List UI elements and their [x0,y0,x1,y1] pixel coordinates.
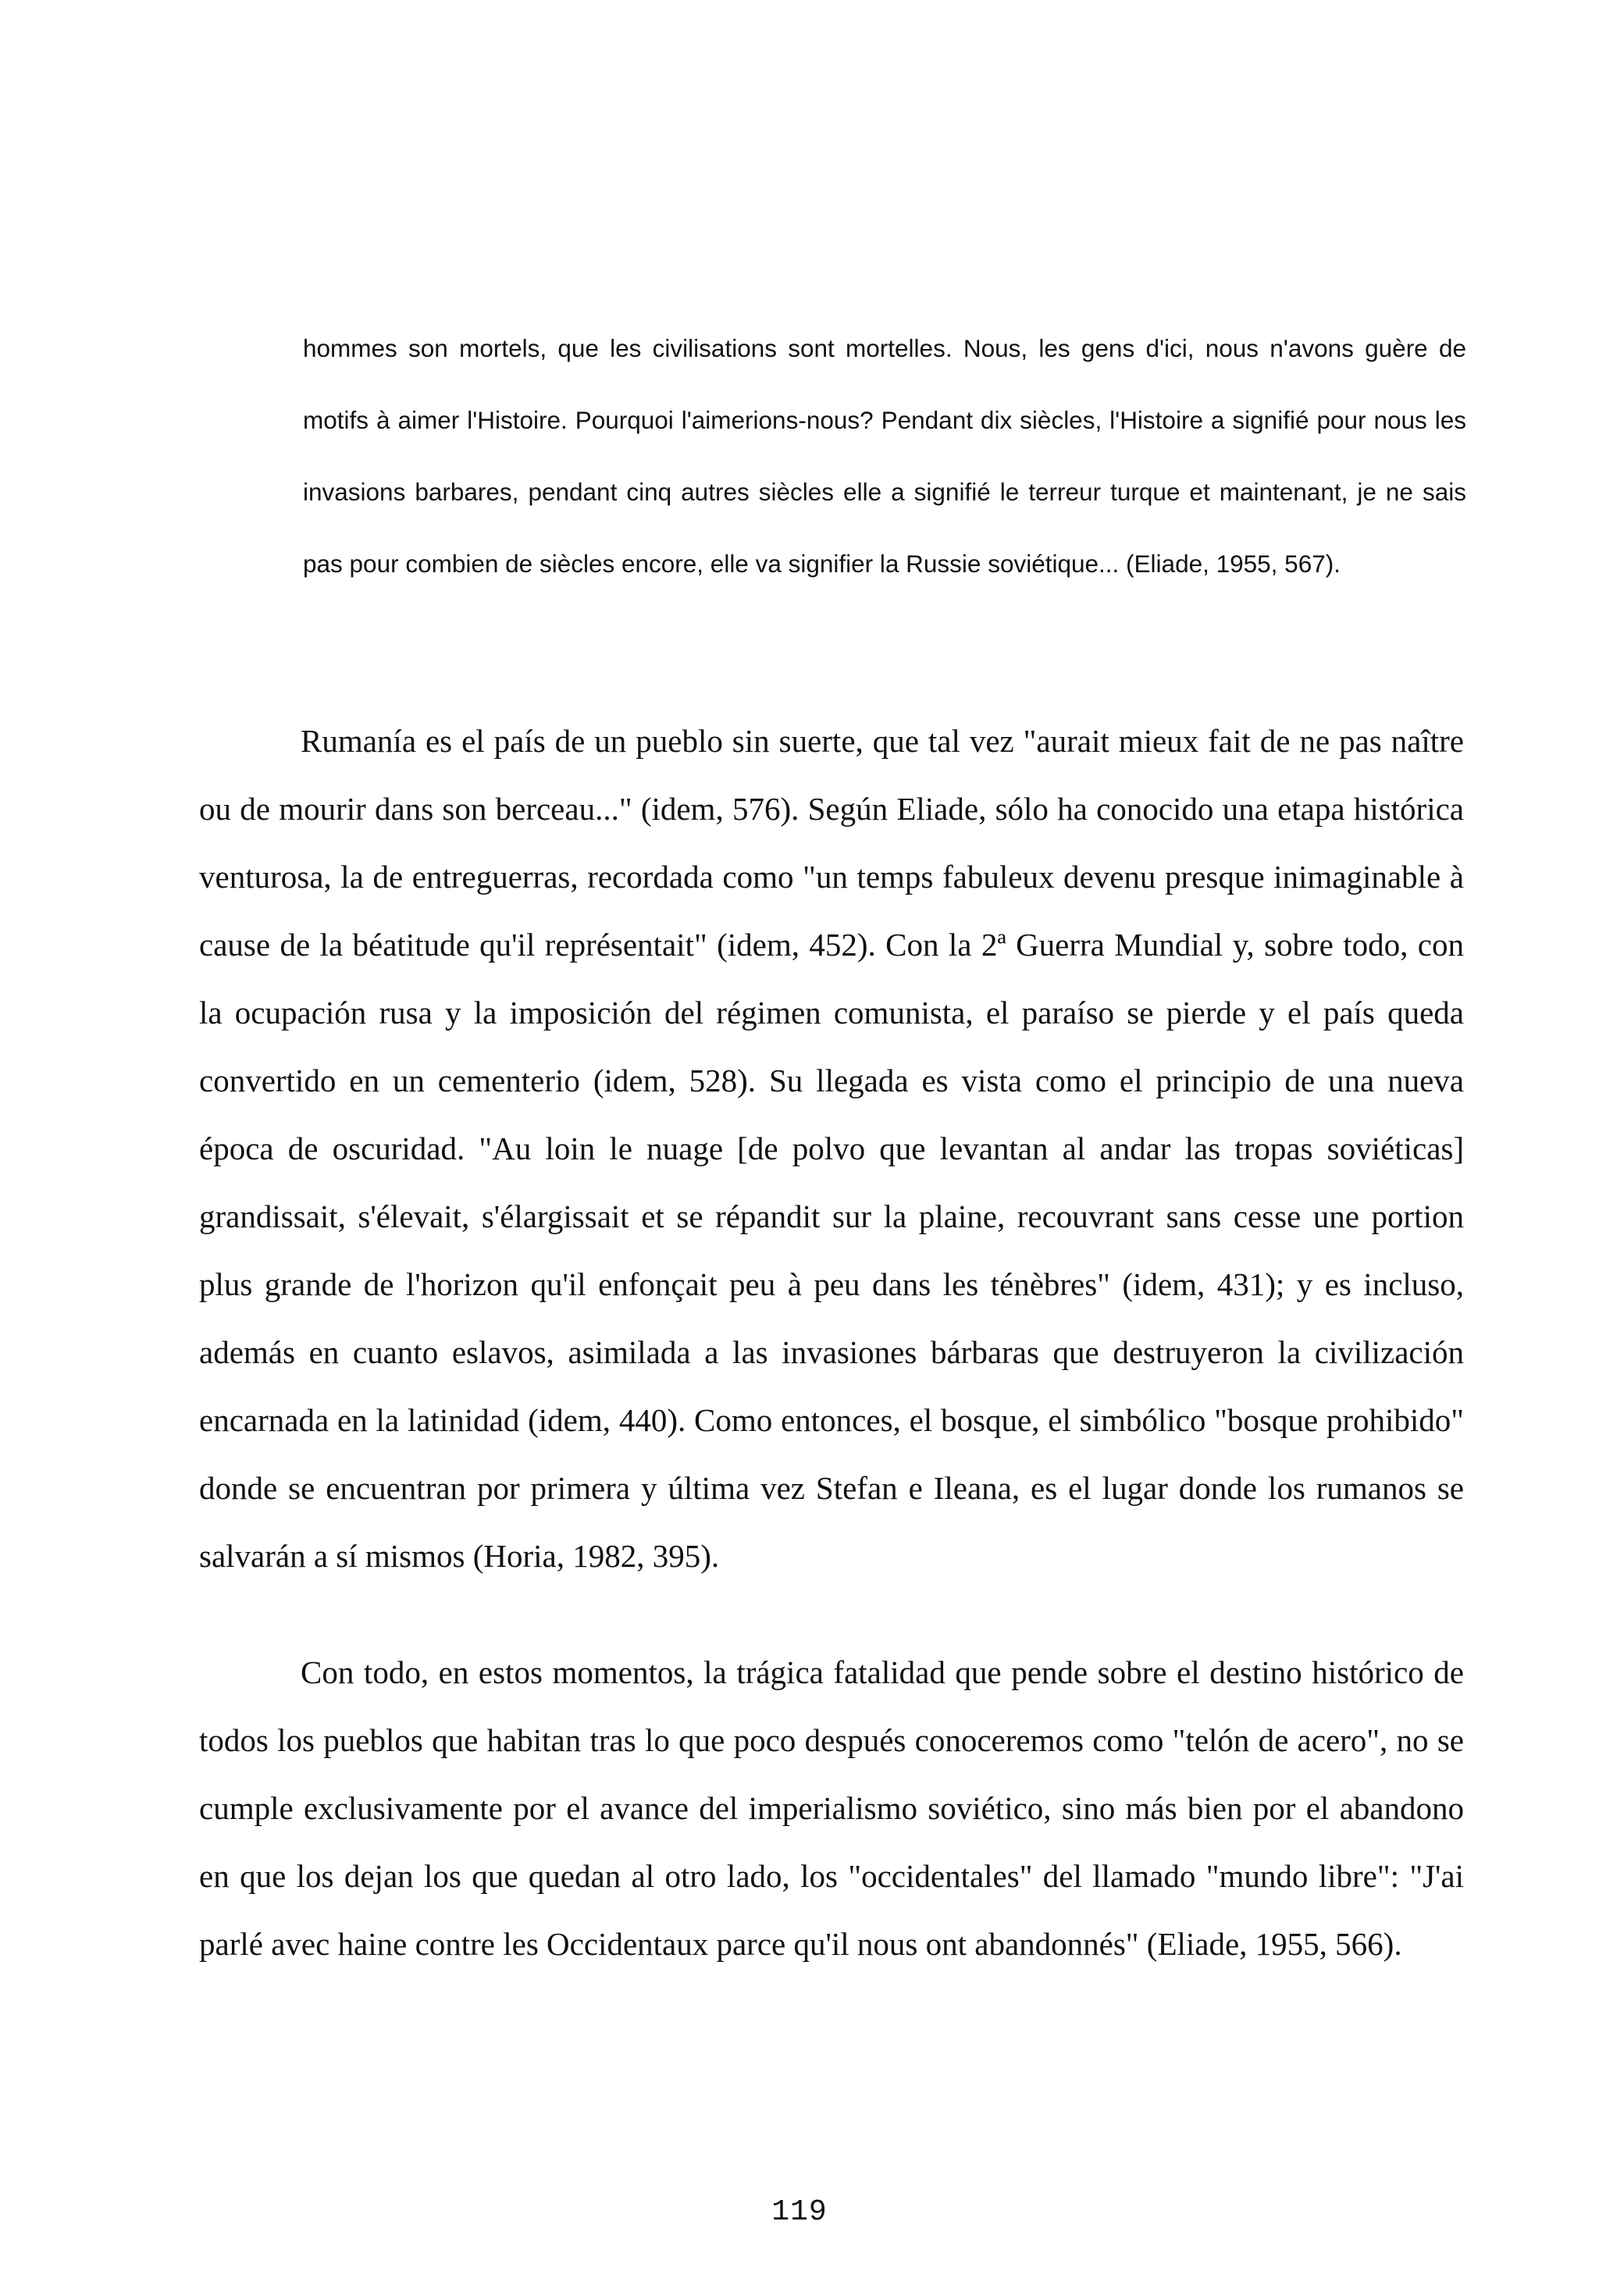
page-number: 119 [771,2195,828,2229]
block-quote-continuation: hommes son mortels, que les civilisations sont mortelles. Nous, les gens d'ici, nous n'avons guère de motifs à aimer l'Histoire. Pourquoi l'aimerions-nous? Pendant dix siècles, l'Histoire a signifié pour nous les invasions barbares, pendant cinq autres siècles elle a signifié le terreur turque et maintenant, je ne sais pas pour combien de siècles encore, elle va signifier la Russie soviétique... (Eliade, 1955, 567). [303,334,1466,578]
body-paragraph-2: Con todo, en estos momentos, la trágica fatalidad que pende sobre el destino histórico de todos los pueblos que habitan tras lo que poco después conoceremos como "telón de acero", no se cumple exclusivamente por el avance del imperialismo soviético, sino más bien por el abandono en que los dejan los que quedan al otro lado, los "occidentales" del llamado "mundo libre": "J'ai parlé avec haine contre les Occidentaux parce qu'il nous ont abandonnés" (Eliade, 1955, 566). [199,1654,1464,1962]
body-paragraph-1: Rumanía es el país de un pueblo sin suerte, que tal vez "aurait mieux fait de ne pas naître ou de mourir dans son berceau..." (idem, 576). Según Eliade, sólo ha conocido una etapa histórica venturosa, la de entreguerras, recordada como "un temps fabuleux devenu presque inimaginable à cause de la béatitude qu'il représentait" (idem, 452). Con la 2ª Guerra Mundial y, sobre todo, con la ocupación rusa y la imposición del régimen comunista, el paraíso se pierde y el país queda convertido en un cementerio (idem, 528). Su llegada es vista como el principio de una nueva época de oscuridad. "Au loin le nuage [de polvo que levantan al andar las tropas soviéticas] grandissait, s'élevait, s'élargissait et se répandit sur la plaine, recouvrant sans cesse une portion plus grande de l'horizon qu'il enfonçait peu à peu dans les ténèbres" (idem, 431); y es incluso, además en cuanto eslavos, asimilada a las invasiones bárbaras que destruyeron la civilización encarnada en la latinidad (idem, 440). Como entonces, el bosque, el simbólico "bosque prohibido" donde se encuentran por primera y última vez Stefan e Ileana, es el lugar donde los rumanos se salvarán a sí mismos (Horia, 1982, 395). [199,723,1464,1574]
